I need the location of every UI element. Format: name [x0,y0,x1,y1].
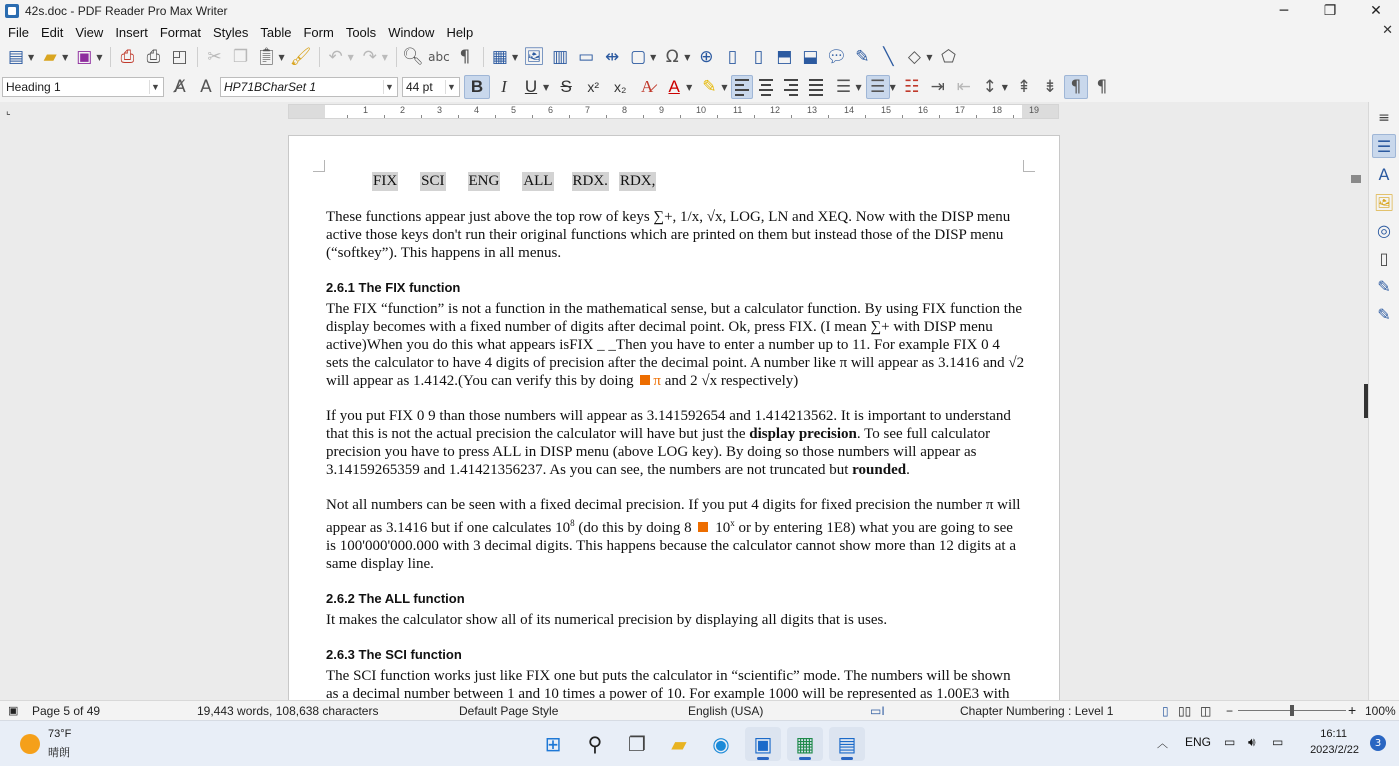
sidebar-resize-handle[interactable] [1364,384,1368,418]
section-heading: 2.6.3 The SCI function [326,647,462,662]
clock-time[interactable]: 16:11 [1320,728,1347,740]
new-style-icon[interactable]: A [200,77,212,97]
ruler-tick [680,115,681,118]
scrollbar-thumb[interactable] [1351,175,1361,183]
font-color-dropdown-icon[interactable]: ▼ [686,82,693,92]
ruler-number: 7 [585,105,591,115]
ruler-number: 10 [696,105,707,115]
menu-window[interactable]: Window [388,24,435,40]
align-center-icon[interactable] [756,75,778,99]
paste-icon[interactable]: 📋︎ [255,47,278,67]
window-title: 42s.doc - PDF Reader Pro Max Writer [25,4,228,18]
new-document-icon[interactable]: ▤ [7,47,25,67]
bold-button[interactable]: B [464,75,490,99]
ruler-number: 13 [807,105,818,115]
ruler-tick [643,115,644,118]
no-list-icon[interactable]: ☷ [904,77,920,97]
chevron-down-icon[interactable]: ▼ [149,80,161,94]
decrease-paragraph-spacing-icon[interactable]: ⇟ [1042,77,1058,97]
writer-taskbar-icon[interactable]: ▤ [829,727,865,761]
bookmark-icon[interactable]: ⬒ [776,47,793,67]
subscript-button[interactable]: x₂ [613,79,627,95]
chevron-down-icon[interactable]: ▼ [445,80,457,94]
font-size-value: 44 pt [406,80,433,94]
document-canvas[interactable] [0,120,1368,700]
softkey-label: SCI [421,173,445,189]
shift-key-icon [640,375,650,385]
open-dropdown-icon[interactable]: ▼ [62,52,69,62]
clock-date[interactable]: 2023/2/22 [1310,744,1359,756]
zoom-slider-thumb[interactable] [1290,705,1294,716]
open-folder-icon[interactable]: ▰ [43,47,57,67]
endnote-icon[interactable]: ▯ [753,47,764,67]
copy-icon[interactable]: ❐ [232,47,249,67]
font-name-combo[interactable] [220,77,398,97]
section-heading: 2.6.1 The FIX function [326,280,461,295]
app-icon [5,4,19,18]
horizontal-ruler[interactable] [288,104,1059,119]
ruler-tick [495,115,496,118]
ruler-number: 14 [844,105,855,115]
weather-description[interactable]: 晴朗 [48,746,70,759]
line-spacing-dropdown-icon[interactable]: ▼ [1001,82,1008,92]
basic-shapes-icon[interactable]: ◇ [907,47,921,67]
weather-temperature[interactable]: 73°F [48,728,72,740]
ruler-number: 17 [955,105,966,115]
ltr-paragraph-icon[interactable]: ¶ [1064,75,1088,99]
insert-image-icon[interactable]: 🖼︎ [523,47,545,67]
superscript-button[interactable]: x² [587,79,599,95]
page-break-icon[interactable]: ⇹ [604,47,620,67]
ruler-tick [532,115,533,118]
paragraph-style-combo[interactable] [2,77,164,97]
ruler-number: 5 [511,105,517,115]
spelling-icon[interactable]: abc [428,50,450,64]
text-boundary-corner [313,160,325,172]
softkey-label: RDX, [619,173,656,189]
page-number[interactable]: Page 5 of 49 [32,704,101,718]
chevron-down-icon[interactable]: ▼ [383,80,395,94]
title-bar [0,0,1399,22]
decrease-indent-icon[interactable]: ⇤ [956,77,971,97]
menu-help[interactable]: Help [446,24,474,40]
manage-changes-icon[interactable]: ✎ [1377,304,1391,324]
task-view-icon[interactable]: ❐ [628,732,646,756]
page-style[interactable]: Default Page Style [459,704,559,718]
draw-functions-icon[interactable]: ⬠ [941,47,956,67]
zoom-level[interactable]: 100% [1365,704,1396,718]
sidebar-deck [1368,102,1399,700]
bullet-list-icon[interactable]: ☰ [835,77,852,97]
font-name-value: HP71BCharSet 1 [224,80,317,94]
insert-textbox-icon[interactable]: ▭ [578,47,595,67]
line-spacing-icon[interactable]: ↕ [982,77,997,97]
ruler-tick [1013,115,1014,118]
highlight-icon[interactable]: ✎ [702,77,717,96]
save-dropdown-icon[interactable]: ▼ [96,52,103,62]
ruler-tick [606,115,607,118]
ruler-area [0,102,1368,120]
redo-dropdown-icon[interactable]: ▼ [381,52,388,62]
maximize-button[interactable]: ❐ [1323,3,1337,19]
new-dropdown-icon[interactable]: ▼ [28,52,35,62]
formatting-marks-icon[interactable]: ¶ [459,47,471,67]
shapes-dropdown-icon[interactable]: ▼ [926,52,933,62]
text-language[interactable]: English (USA) [688,704,764,718]
ruler-number: 9 [659,105,665,115]
volume-icon[interactable]: 🔊︎ [1248,735,1256,749]
paragraph: Not all numbers can be seen with a fixed decimal precision. If you put 4 digits for fixed precision the number π will appear as 3.1416 but if one calculates $10^8$ (do this by doing 8 10$^x$ or by entering 1E8) what you are going to see is 100'000'000.000 with 3 decimal digits. This happens because the calculator cannot show more than 12 digits at a same display line. [326,497,1021,572]
multi-page-view-icon[interactable]: ▯▯ [1178,704,1192,718]
ruler-tick [902,115,903,118]
minimize-button[interactable]: ─ [1279,3,1289,19]
edge-browser-icon[interactable]: ◉ [712,732,730,756]
zoom-in-icon[interactable]: + [1348,702,1357,718]
start-icon[interactable]: ⊞ [544,732,562,756]
ruler-tick [865,115,866,118]
ruler-tick [717,115,718,118]
menu-styles[interactable]: Styles [213,24,249,40]
spreadsheet-taskbar-icon[interactable]: ▦ [787,727,823,761]
ruler-tick [458,115,459,118]
font-color-icon[interactable]: A [668,77,680,96]
sidebar-menu-icon[interactable]: ≡ [1378,110,1390,126]
save-icon[interactable]: ▣ [76,47,93,67]
ruler-number: 1 [363,105,369,115]
special-char-dropdown-icon[interactable]: ▼ [684,52,691,62]
insert-field-icon[interactable]: ▢ [630,47,647,67]
paragraph: If you put FIX 0 9 than those numbers will appear as 3.141592654 and 1.414213562. It is important to understand that this is not the actual precision the calculator will have but just the display precision. To see full calculator precision you have to press ALL in DISP menu (above LOG key). By doing so those numbers will appear as 3.14159265359 and 1.41421356237. As you can see, the numbers are not truncated but rounded. [326,408,1011,478]
menu-tools[interactable]: Tools [345,24,377,40]
tab-stop-icon[interactable]: ⌞ [6,106,11,117]
print-preview-icon[interactable]: ◰ [171,47,188,67]
close-document-icon[interactable]: ✕ [1382,23,1393,38]
track-changes-icon[interactable]: ✎ [855,47,870,67]
increase-indent-icon[interactable]: ⇥ [930,77,945,97]
menu-insert[interactable]: Insert [115,24,148,40]
insert-line-icon[interactable]: ╲ [883,47,894,67]
softkey-label: FIX [373,173,398,189]
ruler-number: 3 [437,105,443,115]
strikethrough-button[interactable]: S [560,77,572,96]
menu-format[interactable]: Format [159,24,201,40]
document-page[interactable] [288,135,1060,700]
standard-toolbar [0,42,1399,72]
ruler-tick [421,115,422,118]
paragraph: These functions appear just above the top row of keys ∑+, 1/x, √x, LOG, LN and XEQ. Now with the DISP menu active those keys don't run their original functions which are printed on them but instead those of the DISP menu (“softkey”). This happens in all menus. [326,209,1011,261]
ruler-tick [828,115,829,118]
ruler-number: 19 [1029,105,1040,115]
italic-button[interactable]: I [501,77,507,96]
network-icon[interactable]: ▭ [1224,735,1236,749]
table-dropdown-icon[interactable]: ▼ [511,52,519,62]
paragraph: It makes the calculator show all of its numerical precision by displaying all digits that is uses. [326,612,888,628]
clear-formatting-icon[interactable]: A̷ [641,77,654,96]
ruler-tick [384,115,385,118]
chapter-numbering: Chapter Numbering : Level 1 [960,704,1114,718]
insert-table-icon[interactable]: ▦ [491,47,508,67]
footnote-icon[interactable]: ▯ [727,47,738,67]
clone-formatting-icon[interactable]: 🖌︎ [289,47,312,67]
insert-mode-icon[interactable]: ▭I [870,704,885,718]
battery-icon[interactable]: ▭ [1272,735,1284,749]
styles-icon[interactable]: A [1378,164,1390,184]
input-language[interactable]: ENG [1185,735,1212,749]
ruler-number: 11 [733,105,743,115]
find-replace-icon[interactable]: 🔍︎ [402,47,424,67]
file-explorer-icon[interactable]: ▰ [671,732,687,756]
rtl-paragraph-icon[interactable]: ¶ [1096,77,1108,97]
underline-button[interactable]: U [524,77,538,96]
shift-key-icon [698,522,708,532]
redo-icon[interactable]: ↷ [362,47,377,67]
ruler-number: 8 [622,105,628,115]
undo-dropdown-icon[interactable]: ▼ [347,52,354,62]
ruler-number: 2 [400,105,406,115]
single-page-view-icon[interactable]: ▯ [1162,704,1169,718]
menu-edit[interactable]: Edit [40,24,64,40]
softkey-row [372,172,1026,191]
cross-reference-icon[interactable]: ⬓ [802,47,819,67]
ruler-tick [939,115,940,118]
ruler-tick [976,115,977,118]
section-heading: 2.6.2 The ALL function [326,591,465,606]
properties-icon[interactable]: ☰ [1372,134,1396,158]
view-layout-icon[interactable]: ▣ [8,705,19,717]
softkey-label: ALL [523,173,553,189]
paste-dropdown-icon[interactable]: ▼ [278,52,285,62]
paragraph: The FIX “function” is not a function in the mathematical sense, but a calculator function. By using FIX function the display becomes with a fixed number of digits after decimal point. Ok, press FIX. (I mean ∑+ with DISP menu active)When you do this what appears isFIX _ _Then you have to enter a number up to 11. For example FIX 0 4 sets the calculator to have 4 digits of precision after the decimal point. A number like π will appear as 3.1416 and √2 will appear as 1.4142.(You can verify this by doing π and 2 √x respectively) [326,301,1025,389]
justify-icon[interactable] [806,75,828,99]
ruler-number: 18 [992,105,1003,115]
windows-taskbar [0,720,1399,766]
font-size-combo[interactable] [402,77,460,97]
comment-icon[interactable]: 💬︎ [825,47,848,67]
navigator-icon[interactable]: ◎ [1377,220,1391,240]
hyperlink-icon[interactable]: ⊕ [699,47,714,67]
ruler-tick [754,115,755,118]
menu-view[interactable]: View [75,24,104,40]
ruler-tick [791,115,792,118]
cut-icon[interactable]: ✂ [207,47,222,67]
weather-sun-icon[interactable] [20,734,40,754]
paragraph: The SCI function works just like FIX one but puts the calculator in “scientific” mode. The numbers will be shown as a decimal number between 1 and 10 times a power of 10. For example 1000 will be represented as 1.00E3 with [326,668,1011,700]
undo-icon[interactable]: ↶ [328,47,343,67]
insert-chart-icon[interactable]: ▥ [552,47,569,67]
menu-table[interactable]: Table [260,24,292,40]
increase-paragraph-spacing-icon[interactable]: ⇞ [1016,77,1032,97]
update-style-icon[interactable]: A̸ [174,77,186,97]
gallery-icon[interactable]: 🖼︎ [1373,192,1395,212]
book-view-icon[interactable]: ◫ [1200,704,1212,718]
menu-file[interactable]: File [8,24,29,40]
ruler-number: 6 [548,105,554,115]
notification-badge[interactable]: 3 [1370,735,1386,751]
ruler-tick [347,115,348,118]
close-button[interactable]: ✕ [1370,3,1382,19]
style-inspector-icon[interactable]: ✎ [1377,276,1391,296]
ruler-number: 4 [474,105,480,115]
ruler-number: 12 [770,105,781,115]
softkey-label: ENG [468,173,500,189]
special-character-icon[interactable]: Ω [665,47,679,67]
bullet-dropdown-icon[interactable]: ▼ [855,82,862,92]
softkey-label: RDX. [572,173,608,189]
field-dropdown-icon[interactable]: ▼ [650,52,657,62]
app-taskbar-icon[interactable]: ▣ [745,727,781,761]
ruler-number: 16 [918,105,929,115]
status-bar [0,700,1399,720]
highlight-dropdown-icon[interactable]: ▼ [721,82,728,92]
word-count[interactable]: 19,443 words, 108,638 characters [197,704,379,718]
search-icon[interactable]: ⚲ [587,732,603,756]
document-text[interactable] [326,172,1026,700]
menu-bar [0,22,1399,42]
align-right-icon[interactable] [781,75,803,99]
underline-dropdown-icon[interactable]: ▼ [543,82,550,92]
ruler-tick [569,115,570,118]
zoom-out-icon[interactable]: − [1226,704,1234,718]
page-icon[interactable]: ▯ [1379,248,1389,268]
chevron-up-icon[interactable]: ︿ [1157,738,1168,750]
align-left-icon[interactable] [731,75,753,99]
ruler-number: 15 [881,105,892,115]
paragraph-style-value: Heading 1 [6,80,61,94]
export-pdf-icon[interactable]: ⎙ [120,47,135,67]
formatting-toolbar [0,72,1399,102]
numbered-dropdown-icon[interactable]: ▼ [889,82,896,92]
text-boundary-corner [1023,160,1035,172]
numbered-list-icon[interactable]: ☰ [866,75,890,99]
print-icon[interactable]: ⎙ [146,47,161,67]
menu-form[interactable]: Form [303,24,334,40]
